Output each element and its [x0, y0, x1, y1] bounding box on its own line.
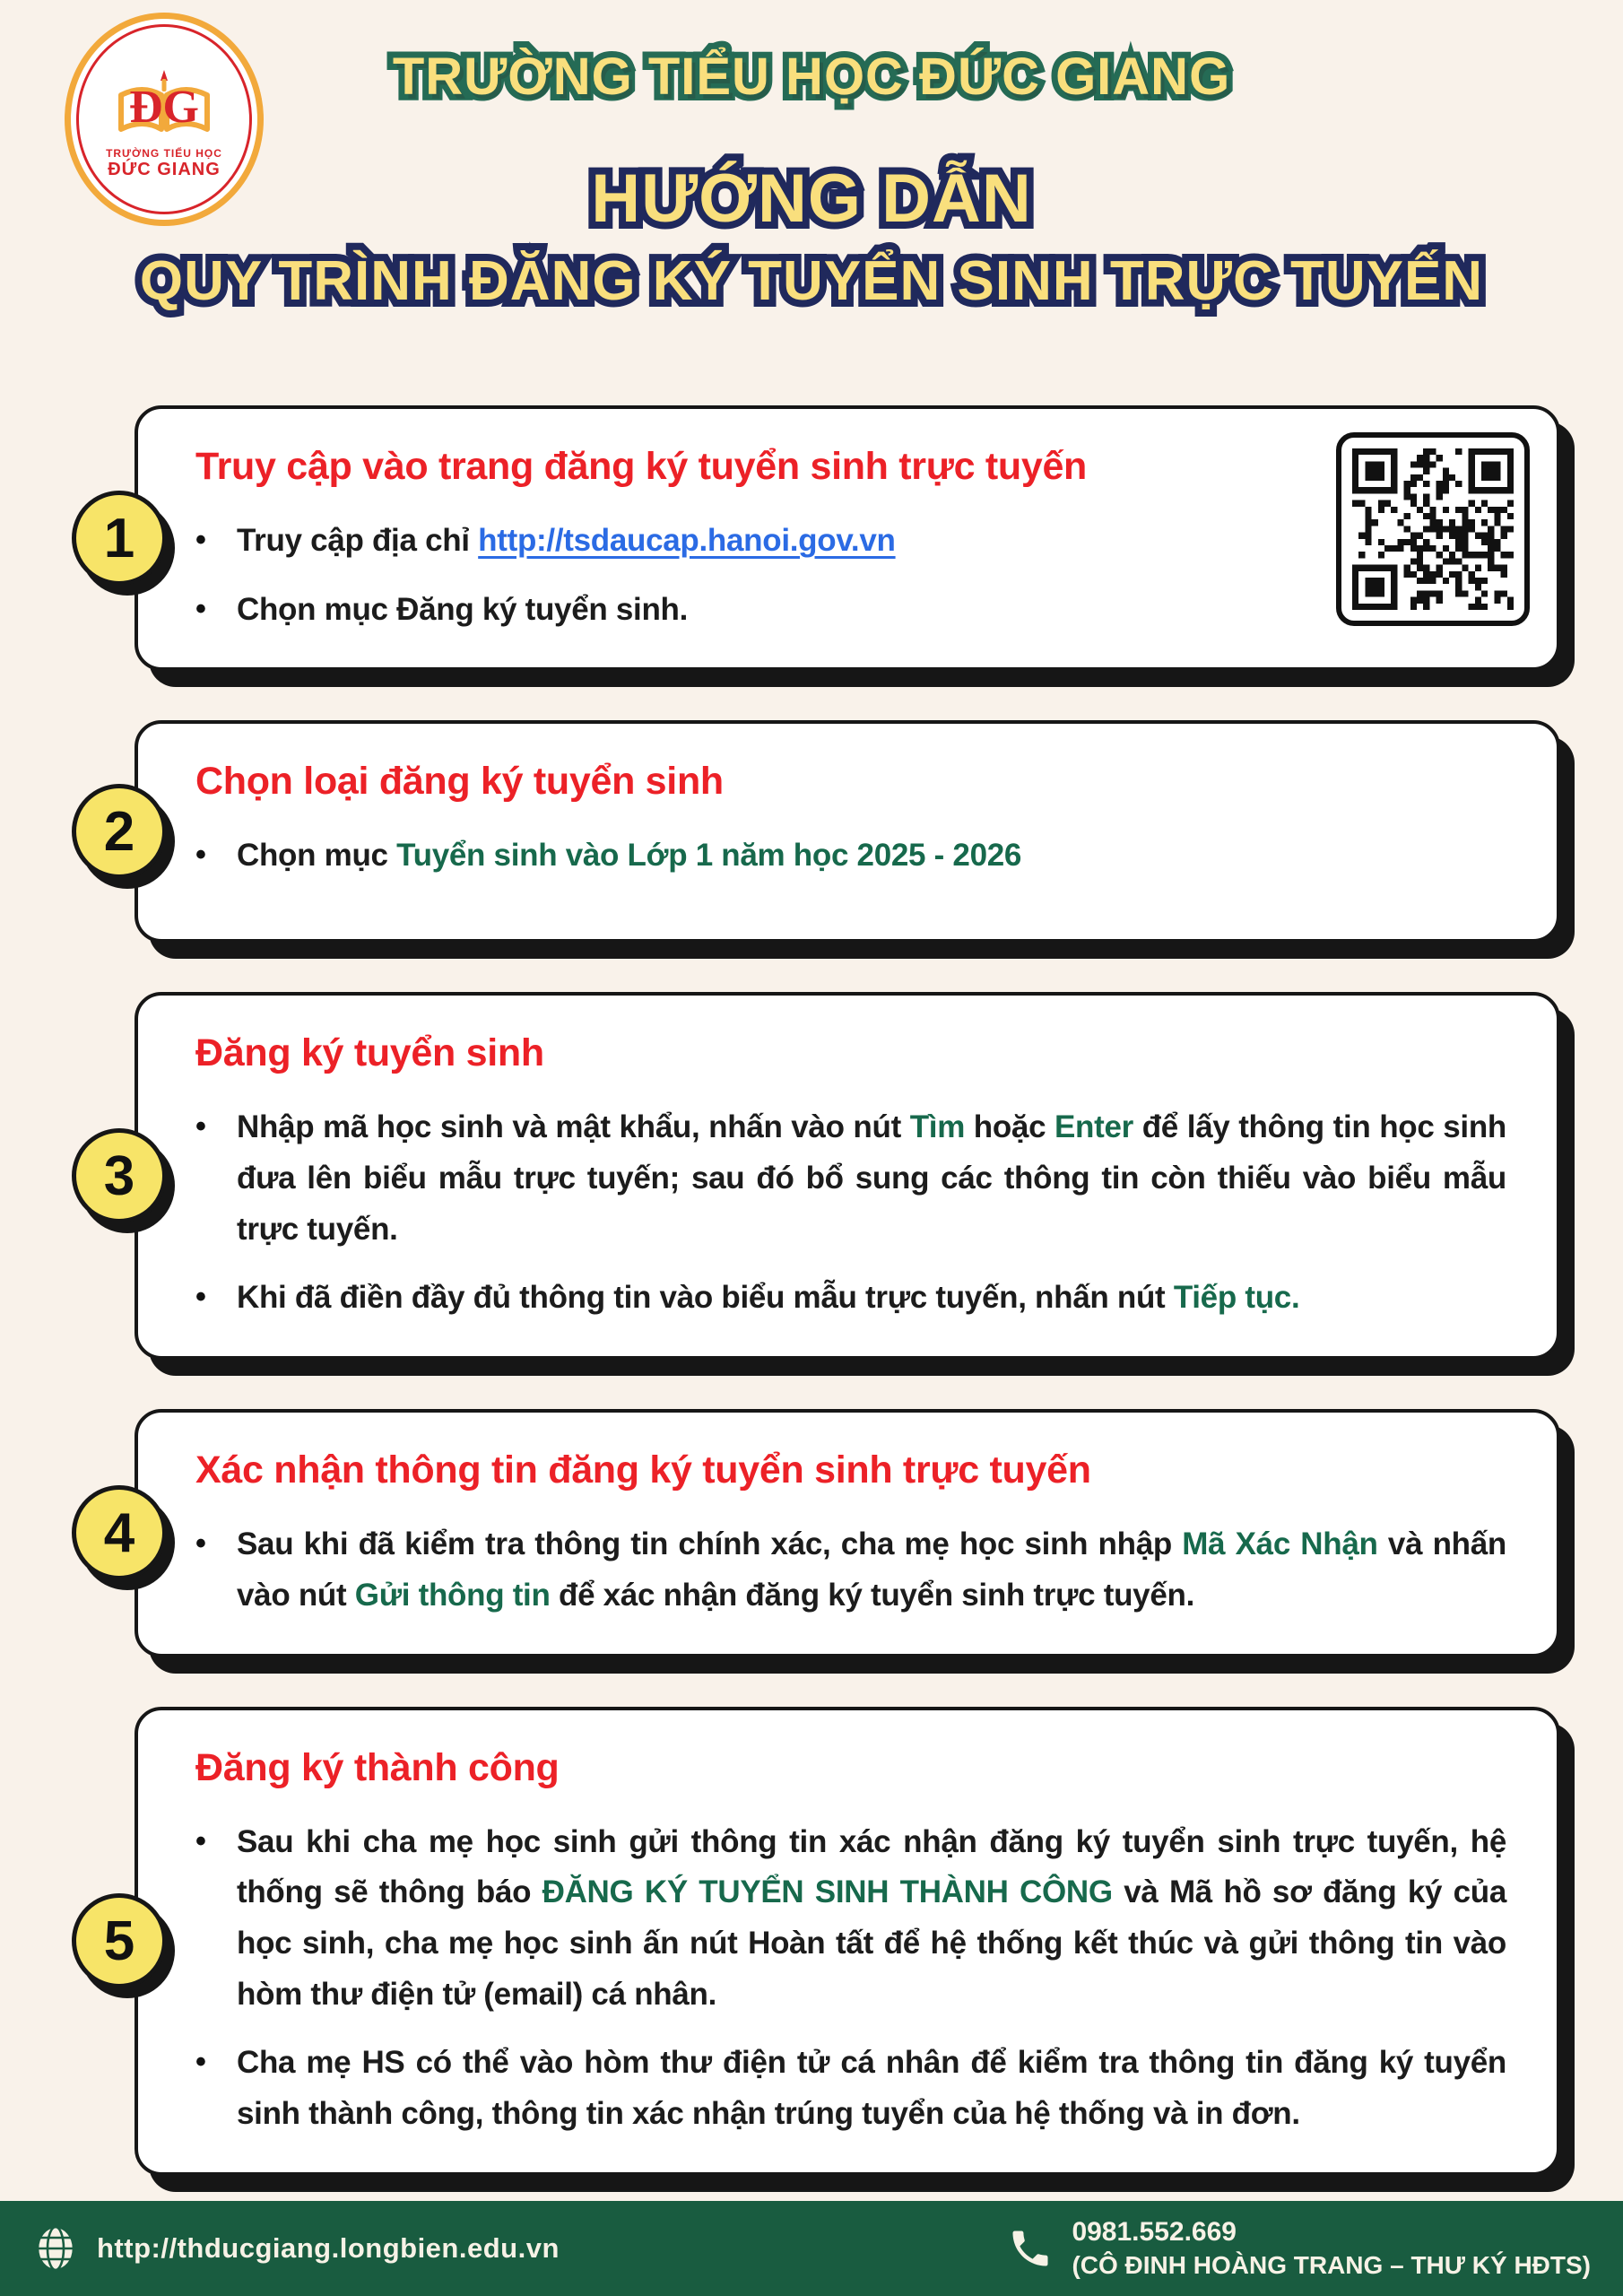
logo-school-type: TRƯỜNG TIỂU HỌC	[106, 146, 222, 160]
bullet-item	[195, 585, 1261, 636]
bullet-dot: •	[195, 838, 206, 873]
step-bullets	[195, 1102, 1506, 1324]
bullet-text: Chọn mục Tuyển sinh vào Lớp 1 năm học 2025 - 2026	[237, 838, 1022, 874]
bullet-dot: •	[195, 591, 206, 626]
step-bullets	[195, 1519, 1506, 1621]
step-number-badge	[72, 491, 167, 586]
footer-contact	[1007, 2217, 1591, 2280]
step-title: Truy cập vào trang đăng ký tuyển sinh trực tuyến	[195, 445, 1088, 488]
bullet-item	[195, 1273, 1506, 1324]
bullet-item	[195, 831, 1506, 882]
footer	[0, 2201, 1623, 2296]
step-number-badge	[72, 1485, 167, 1580]
step-box	[135, 992, 1560, 1360]
bullet-dot: •	[195, 1526, 206, 1561]
step-box	[135, 1707, 1560, 2176]
step	[103, 405, 1560, 671]
logo-school-name: ĐỨC GIANG	[108, 159, 221, 179]
step-title: Đăng ký thành công	[195, 1745, 560, 1789]
step-number: 1	[103, 507, 135, 570]
step	[103, 1707, 1560, 2176]
school-name-title: TRƯỜNG TIỂU HỌC ĐỨC GIANG	[392, 48, 1231, 106]
step-title: Xác nhận thông tin đăng ký tuyển sinh trực tuyến	[195, 1448, 1091, 1492]
step-bullets	[195, 1817, 1506, 2140]
bullet-item	[195, 1817, 1506, 2021]
globe-icon	[32, 2225, 79, 2272]
bullet-text: Chọn mục Đăng ký tuyển sinh.	[237, 591, 689, 627]
bullet-item	[195, 1102, 1506, 1255]
bullet-item	[195, 516, 1261, 567]
step-box	[135, 720, 1560, 943]
step	[103, 992, 1560, 1360]
step-number-badge	[72, 784, 167, 879]
step	[103, 720, 1560, 943]
logo-monogram: ĐG	[129, 81, 199, 133]
registration-link[interactable]: http://tsdaucap.hanoi.gov.vn	[478, 523, 896, 558]
step	[103, 1409, 1560, 1657]
step-bullets	[195, 831, 1506, 882]
qr-pattern	[1352, 448, 1514, 610]
bullet-text: Sau khi cha mẹ học sinh gửi thông tin xác nhận đăng ký tuyển sinh trực tuyến, hệ thống sẽ thông báo ĐĂNG KÝ TUYỂN SINH THÀNH CÔNG và Mã hồ sơ đăng ký của học sinh, cha mẹ học sinh ấn nút Hoàn tất để hệ thống kết thúc và gửi thông tin vào hòm thư điện tử (email) cá nhân.	[237, 1823, 1507, 2012]
bullet-text: Sau khi đã kiểm tra thông tin chính xác, cha mẹ học sinh nhập Mã Xác Nhận và nhấn vào nút Gửi thông tin để xác nhận đăng ký tuyển sinh trực tuyến.	[237, 1526, 1506, 1613]
step-box	[135, 405, 1560, 671]
steps	[103, 405, 1560, 2225]
footer-phone-number[interactable]: 0981.552.669	[1072, 2217, 1237, 2247]
step-number: 5	[103, 1909, 135, 1972]
step-number: 2	[103, 800, 135, 863]
heading-line2: QUY TRÌNH ĐĂNG KÝ TUYỂN SINH TRỰC TUYẾN	[139, 250, 1484, 312]
footer-website	[32, 2225, 560, 2272]
bullet-dot: •	[195, 1109, 206, 1144]
step-number-badge	[72, 1128, 167, 1223]
qr-code	[1336, 432, 1530, 626]
step-number: 4	[103, 1501, 135, 1564]
step-number: 3	[103, 1144, 135, 1207]
bullet-dot: •	[195, 1823, 206, 1858]
step-bullets	[195, 516, 1261, 635]
bullet-dot: •	[195, 2045, 206, 2080]
step-title: Đăng ký tuyển sinh	[195, 1031, 544, 1075]
bullet-item	[195, 2038, 1506, 2139]
step-title: Chọn loại đăng ký tuyển sinh	[195, 760, 724, 804]
phone-icon	[1007, 2225, 1054, 2272]
bullet-text: Truy cập địa chỉ http://tsdaucap.hanoi.gov.vn	[237, 523, 896, 558]
bullet-dot: •	[195, 1280, 206, 1315]
footer-phone-note: (CÔ ĐINH HOÀNG TRANG – THƯ KÝ HĐTS)	[1072, 2251, 1591, 2279]
footer-website-url[interactable]: http://thducgiang.longbien.edu.vn	[97, 2232, 560, 2264]
bullet-item	[195, 1519, 1506, 1621]
bullet-text: Khi đã điền đầy đủ thông tin vào biểu mẫu trực tuyến, nhấn nút Tiếp tục.	[237, 1280, 1300, 1316]
step-number-badge	[72, 1893, 167, 1988]
bullet-text: Nhập mã học sinh và mật khẩu, nhấn vào nút Tìm hoặc Enter để lấy thông tin học sinh đưa lên biểu mẫu trực tuyến; sau đó bổ sung các thông tin còn thiếu vào biểu mẫu trực tuyến.	[237, 1109, 1507, 1247]
bullet-text: Cha mẹ HS có thể vào hòm thư điện tử cá nhân để kiểm tra thông tin đăng ký tuyển sinh thành công, thông tin xác nhận trúng tuyển của hệ thống và in đơn.	[237, 2045, 1506, 2131]
bullet-dot: •	[195, 523, 206, 557]
step-box	[135, 1409, 1560, 1657]
heading-line1: HƯỚNG DẪN	[591, 161, 1032, 237]
